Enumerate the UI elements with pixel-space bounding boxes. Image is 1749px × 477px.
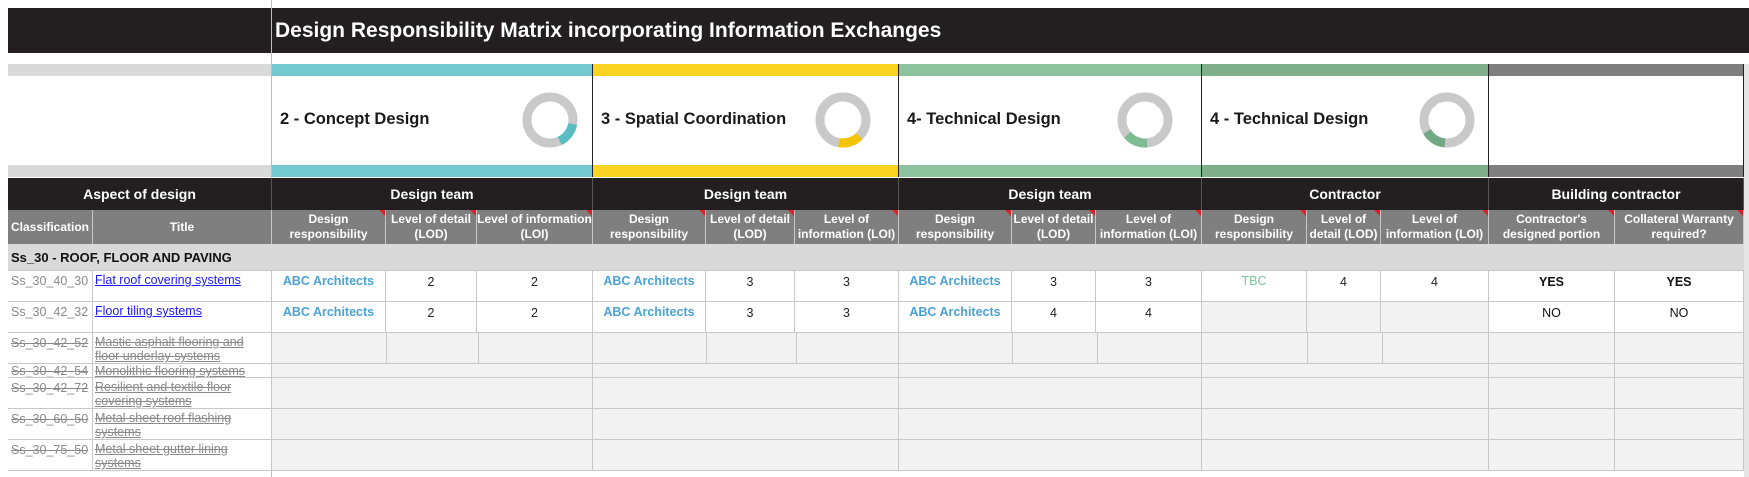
col-lod: Level of detail (LOD) <box>1307 210 1381 244</box>
table-row <box>8 378 1744 409</box>
stage-cells-empty <box>593 364 899 378</box>
loi-cell: 4 <box>1381 271 1489 302</box>
stage-band <box>272 165 592 177</box>
lod-cell: 2 <box>386 271 477 302</box>
stage-cells-empty <box>1202 333 1489 364</box>
left-band-top <box>8 64 271 76</box>
col-design-responsibility: Design responsibility <box>593 210 706 244</box>
table-row <box>8 302 1744 333</box>
group-building-contractor: Building contractor <box>1489 178 1744 210</box>
design-responsibility-cell: ABC Architects <box>272 271 386 302</box>
stage-band <box>1489 165 1743 177</box>
col-design-responsibility: Design responsibility <box>272 210 386 244</box>
stage-cycle-icon <box>811 88 875 152</box>
section-row <box>8 244 1744 271</box>
group-design-team: Design team <box>272 178 593 210</box>
classification-cell: Ss_30_60_50 <box>8 409 93 440</box>
stage-cells-empty <box>899 333 1202 364</box>
lod-cell: 4 <box>1012 302 1096 333</box>
stage-band <box>272 64 592 76</box>
page-title: Design Responsibility Matrix incorporating Information Exchanges <box>275 19 942 42</box>
title-link[interactable]: Floor tiling systems <box>93 302 272 333</box>
col-design-responsibility: Design responsibility <box>899 210 1012 244</box>
classification-cell: Ss_30_42_72 <box>8 378 93 409</box>
collateral-warranty-cell <box>1615 378 1744 409</box>
stage-title: 3 - Spatial Coordination <box>601 110 787 128</box>
classification-cell: Ss_30_42_54 <box>8 364 93 378</box>
col-design-responsibility: Design responsibility <box>1202 210 1307 244</box>
stage-panel-building <box>1489 64 1744 177</box>
table-body <box>8 271 1744 471</box>
col-loi: Level of information (LOI) <box>795 210 899 244</box>
design-responsibility-cell: ABC Architects <box>593 271 706 302</box>
loi-cell: 3 <box>795 271 899 302</box>
left-band-bottom <box>8 165 271 177</box>
stage-cells-empty <box>899 378 1202 409</box>
table-row <box>8 333 1744 364</box>
design-responsibility-cell: ABC Architects <box>899 271 1012 302</box>
right-edge-strip <box>1744 64 1749 477</box>
title-link[interactable]: Metal sheet roof flashing systems <box>93 409 272 440</box>
title-link[interactable]: Metal sheet gutter lining systems <box>93 440 272 471</box>
stage-cells-empty <box>272 409 593 440</box>
contractor-portion-cell <box>1489 364 1615 378</box>
collateral-warranty-cell: NO <box>1615 302 1744 333</box>
loi-cell: 2 <box>477 271 593 302</box>
loi-cell: 2 <box>477 302 593 333</box>
stage-band <box>899 64 1201 76</box>
stage-cells-empty <box>272 364 593 378</box>
lod-cell: 3 <box>1012 271 1096 302</box>
stage-band <box>593 64 898 76</box>
stage-band <box>1202 165 1488 177</box>
stage-cycle-icon <box>1415 88 1479 152</box>
loi-cell: 4 <box>1096 302 1202 333</box>
design-responsibility-cell: ABC Architects <box>593 302 706 333</box>
contractor-portion-cell <box>1489 409 1615 440</box>
contractor-portion-cell <box>1489 440 1615 471</box>
stage-band <box>1202 64 1488 76</box>
design-responsibility-cell: TBC <box>1202 271 1307 302</box>
table-row <box>8 409 1744 440</box>
stage-band <box>593 165 898 177</box>
design-responsibility-cell: ABC Architects <box>272 302 386 333</box>
group-contractor: Contractor <box>1202 178 1489 210</box>
contractor-portion-cell: YES <box>1489 271 1615 302</box>
stage-cells-empty <box>899 364 1202 378</box>
table-row <box>8 364 1744 378</box>
column-header-row <box>8 210 1744 244</box>
stage-cells-empty <box>593 378 899 409</box>
collateral-warranty-cell: YES <box>1615 271 1744 302</box>
title-link[interactable]: Mastic asphalt flooring and floor underlay systems <box>93 333 272 364</box>
stage-title: 2 - Concept Design <box>280 110 430 128</box>
stage-cells-empty <box>899 440 1202 471</box>
col-lod: Level of detail (LOD) <box>386 210 477 244</box>
stage-cycle-icon <box>1113 88 1177 152</box>
lod-cell: 3 <box>706 271 795 302</box>
aspect-of-design-header: Aspect of design <box>8 178 272 210</box>
lod-cell: 4 <box>1307 271 1381 302</box>
lod-cell: 3 <box>706 302 795 333</box>
stage-panel-technical-contractor <box>1202 64 1489 177</box>
collateral-warranty-cell <box>1615 409 1744 440</box>
stage-cells-empty <box>593 409 899 440</box>
loi-cell: 3 <box>1096 271 1202 302</box>
collateral-warranty-cell <box>1615 440 1744 471</box>
stage-cells-empty <box>272 333 593 364</box>
contractor-portion-cell: NO <box>1489 302 1615 333</box>
col-contractor-designed-portion: Contractor's designed portion <box>1489 210 1615 244</box>
table-row <box>8 440 1744 471</box>
col-collateral-warranty: Collateral Warranty required? <box>1615 210 1744 244</box>
stage-cells-empty <box>899 409 1202 440</box>
group-design-team: Design team <box>899 178 1202 210</box>
col-loi: Level of information (LOI) <box>1096 210 1202 244</box>
stage-band <box>899 165 1201 177</box>
stage-cells-empty <box>593 333 899 364</box>
col-lod: Level of detail (LOD) <box>706 210 795 244</box>
section-title: Ss_30 - ROOF, FLOOR AND PAVING <box>11 250 232 265</box>
title-link[interactable]: Monolithic flooring systems <box>93 364 272 378</box>
stage-cells-empty <box>593 440 899 471</box>
col-loi: Level of information (LOI) <box>477 210 593 244</box>
lod-cell <box>1307 302 1381 333</box>
group-header-row <box>8 178 1744 210</box>
stage-panel-spatial <box>593 64 899 177</box>
stage-title: 4 - Technical Design <box>1210 110 1369 128</box>
stage-panel-concept <box>272 64 593 177</box>
stage-cells-empty <box>272 378 593 409</box>
classification-cell: Ss_30_40_30 <box>8 271 93 302</box>
col-title: Title <box>93 210 272 244</box>
classification-cell: Ss_30_75_50 <box>8 440 93 471</box>
stage-panel-technical <box>899 64 1202 177</box>
collateral-warranty-cell <box>1615 364 1744 378</box>
lod-cell: 2 <box>386 302 477 333</box>
design-responsibility-cell <box>1202 302 1307 333</box>
stage-cycle-icon <box>518 88 582 152</box>
col-classification: Classification <box>8 210 93 244</box>
group-design-team: Design team <box>593 178 899 210</box>
stage-cells-empty <box>1202 378 1489 409</box>
loi-cell: 3 <box>795 302 899 333</box>
stage-cells-empty <box>1202 409 1489 440</box>
col-lod: Level of detail (LOD) <box>1012 210 1096 244</box>
stage-title: 4- Technical Design <box>907 110 1061 128</box>
table-row <box>8 271 1744 302</box>
collateral-warranty-cell <box>1615 333 1744 364</box>
col-loi: Level of information (LOI) <box>1381 210 1489 244</box>
title-link[interactable]: Flat roof covering systems <box>93 271 272 302</box>
stage-cells-empty <box>1202 440 1489 471</box>
stage-cells-empty <box>1202 364 1489 378</box>
loi-cell <box>1381 302 1489 333</box>
stage-band <box>1489 64 1743 76</box>
classification-cell: Ss_30_42_52 <box>8 333 93 364</box>
title-link[interactable]: Resilient and textile floor covering systems <box>93 378 272 409</box>
contractor-portion-cell <box>1489 378 1615 409</box>
classification-cell: Ss_30_42_32 <box>8 302 93 333</box>
stage-cells-empty <box>272 440 593 471</box>
design-responsibility-cell: ABC Architects <box>899 302 1012 333</box>
contractor-portion-cell <box>1489 333 1615 364</box>
